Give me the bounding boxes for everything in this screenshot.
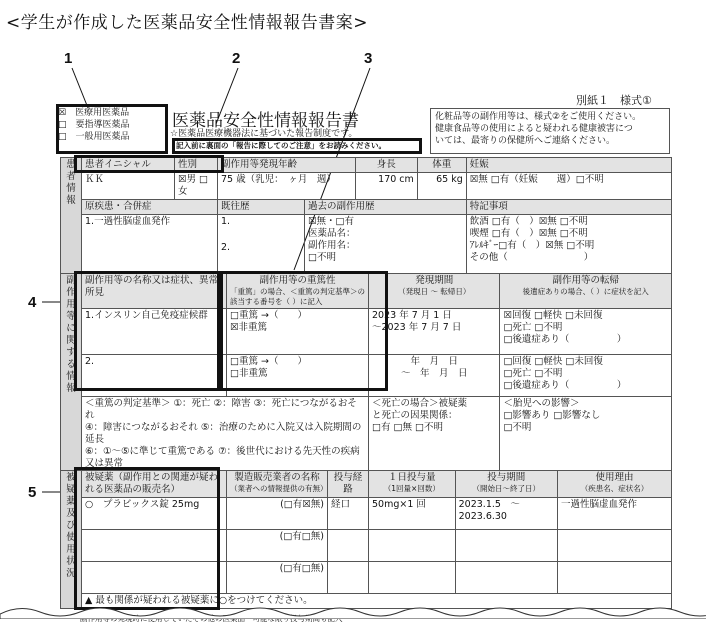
severity-criteria: ＜重篤の判定基準＞ ①：死亡 ②：障害 ③：死亡につながるおそれ ④：障害につながるおそれ ⑤：治療のために入院又は入院期間の延長 ⑥：①〜⑤に準じて重篤である ⑦：後世代における先天性の疾病又は異常 [82, 397, 369, 472]
adr-name-2[interactable]: 2. [82, 355, 227, 397]
pregnancy-value[interactable]: ☒無 □有（妊娠 週）□不明 [466, 173, 671, 200]
drug-name-header: 被疑薬（副作用との関連が疑われる医薬品の販売名） [82, 471, 227, 498]
highlight-box-4 [74, 271, 220, 391]
period-1[interactable]: 2023.1.5 〜 2023.6.30 [455, 498, 557, 530]
highlight-box-1 [56, 104, 168, 154]
torn-edge [0, 594, 706, 619]
route-header: 投与経路 [328, 471, 369, 498]
special-value[interactable]: 飲酒 □有（ ）☒無 □不明 喫煙 □有（ ）☒無 □不明 ｱﾚﾙｷﾞｰ□有（ ）☒無 □不明 その他（ ） [466, 215, 671, 279]
route-2[interactable] [328, 530, 369, 562]
onset-2[interactable]: 年 月 日 〜 年 月 日 [369, 355, 500, 397]
height-header: 身長 [355, 158, 417, 173]
route-1[interactable]: 経口 [328, 498, 369, 530]
severity-1[interactable]: □重篤 →（ ） ☒非重篤 [227, 309, 369, 355]
pregnancy-header: 妊娠 [466, 158, 671, 173]
death-causality[interactable]: ＜死亡の場合＞被疑薬 と死亡の因果関係： □有 □無 □不明 [369, 397, 500, 472]
onset-header: 発現期間 （発現日 〜 転帰日） [369, 274, 500, 309]
maker-info-2[interactable]: (□有□無) [227, 530, 328, 562]
sex-value[interactable]: ☒男 □女 [175, 173, 218, 200]
period-header: 投与期間 （開始日〜終了日） [455, 471, 557, 498]
special-header: 特記事項 [466, 200, 671, 215]
age-header: 副作用等発現年齢 [218, 158, 356, 173]
patient-side-label: 患者情報 [61, 158, 82, 279]
weight-value[interactable]: 65 kg [417, 173, 466, 200]
callout-3: 3 [364, 50, 373, 67]
dose-3[interactable] [369, 562, 456, 594]
outcome-header: 副作用等の転帰 後遺症ありの場合、（ ）に症状を記入 [500, 274, 672, 309]
sex-header: 性別 [175, 158, 218, 173]
period-3[interactable] [455, 562, 557, 594]
history-value[interactable]: 1. 2. [218, 215, 305, 279]
highlight-box-patient [74, 155, 224, 173]
reason-2[interactable] [557, 530, 671, 562]
page-title: <学生が作成した医薬品安全性情報報告書案> [6, 13, 368, 33]
reason-1[interactable]: 一過性脳虚血発作 [557, 498, 671, 530]
checkbox-row-prescription[interactable]: ☒ 医療用医薬品 [58, 108, 130, 118]
callout-1: 1 [64, 50, 73, 67]
maker-header: 製造販売業者の名称 （業者への情報提供の有無） [227, 471, 328, 498]
outcome-1[interactable]: ☒回復 □軽快 □未回復 □死亡 □不明 □後遺症あり（ ） [500, 309, 672, 355]
maker-info-1[interactable]: (□有☒無) [227, 498, 328, 530]
past-adr-header: 過去の副作用歴 [305, 200, 467, 215]
suspect-mark: ○ [85, 499, 94, 510]
maker-info-3[interactable]: (□有□無) [227, 562, 328, 594]
period-2[interactable] [455, 530, 557, 562]
reason-3[interactable] [557, 562, 671, 594]
annex-label: 別紙１ 様式① [576, 94, 652, 107]
checkbox-row-otc[interactable]: □ 一般用医薬品 [58, 132, 130, 142]
patient-info-table [60, 157, 672, 279]
route-3[interactable] [328, 562, 369, 594]
adr-side-label: 副作用等に関する情報 [61, 274, 82, 472]
dose-header: １日投与量 （1回量×回数） [369, 471, 456, 498]
highlight-box-2 [172, 138, 422, 154]
disease-header: 原疾患・合併症 [82, 200, 218, 215]
initial-value[interactable]: ＫＫ [82, 173, 175, 200]
severity-2[interactable]: □重篤 →（ ） □非重篤 [227, 355, 369, 397]
dose-1[interactable]: 50mg×1 回 [369, 498, 456, 530]
dose-2[interactable] [369, 530, 456, 562]
callout-4: 4 [28, 294, 37, 311]
weight-header: 体重 [417, 158, 466, 173]
history-header: 既往歴 [218, 200, 305, 215]
onset-1[interactable]: 2023 年 7 月 1 日 〜2023 年 7 月 7 日 [369, 309, 500, 355]
outcome-2[interactable]: □回復 □軽快 □未回復 □死亡 □不明 □後遺症あり（ ） [500, 355, 672, 397]
cosmetics-note-box: 化粧品等の副作用等は、様式②をご使用ください。 健康食品等の使用によると疑われる健康被害につ いては、最寄りの保健所へご連絡ください。 [430, 108, 670, 154]
drug-footnote: ▲ 最も関係が疑われる被疑薬に○をつけてください。 [82, 594, 672, 609]
fetus-effect[interactable]: ＜胎児への影響＞ □影響あり □影響なし □不明 [500, 397, 672, 472]
callout-5: 5 [28, 484, 37, 501]
height-value[interactable]: 170 cm [355, 173, 417, 200]
age-value[interactable]: 75 歳（乳児： ヶ月 週） [218, 173, 356, 200]
law-note: ☆医薬品医療機器法に基づいた報告制度です。 [170, 129, 358, 139]
highlight-box-3 [220, 271, 388, 391]
highlight-box-5 [74, 467, 220, 610]
drug-name-1[interactable]: ○ プラビックス錠 25mg [82, 498, 227, 530]
callout-2: 2 [232, 50, 241, 67]
adr-name-header: 副作用等の名称又は症状、異常所見 [82, 274, 227, 309]
severity-header: 副作用等の重篤性 「重篤」の場合、＜重篤の判定基準＞の該当する番号を（ ）に記入 [227, 274, 369, 309]
past-adr-value[interactable]: ☒無・□有 医薬品名： 副作用名： □不明 [305, 215, 467, 279]
reason-header: 使用理由 （疾患名、症状名） [557, 471, 671, 498]
form-title: 医薬品安全性情報報告書 [172, 111, 359, 131]
disease-value[interactable]: 1.一過性脳虚血発作 [82, 215, 218, 279]
instruction-note: 記入前に裏面の「報告に際してのご注意」をお読みください。 [176, 141, 386, 150]
adr-name-1[interactable]: 1.インスリン自己免疫症候群 [82, 309, 227, 355]
initial-header: 患者イニシャル [82, 158, 175, 173]
checkbox-row-guidance[interactable]: □ 要指導医薬品 [58, 120, 130, 130]
drug-side-label: 被疑薬及び使用状況 [61, 471, 82, 609]
